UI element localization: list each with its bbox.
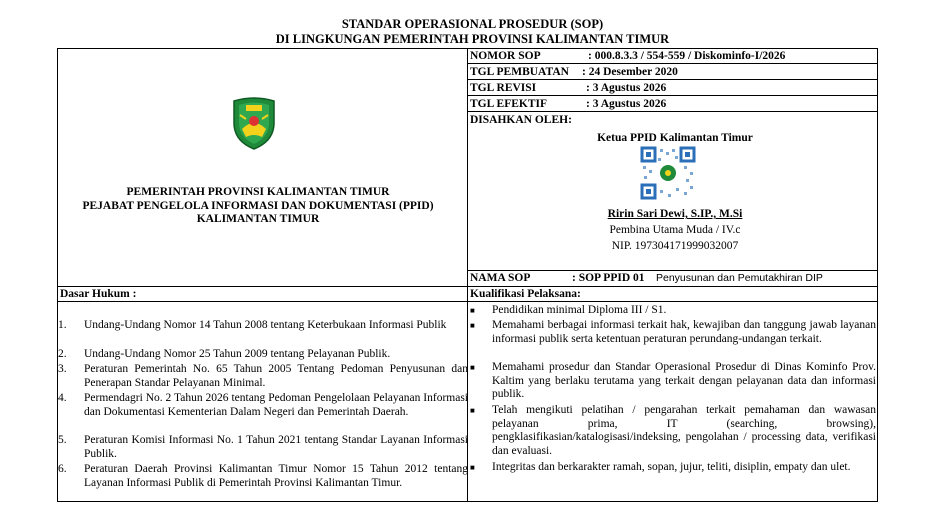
nama-sop-value: : SOP PPID 01 xyxy=(572,272,645,284)
bullet-icon: ■ xyxy=(470,306,475,315)
list-text: Permendagri No. 2 Tahun 2026 tentang Pedoman Pengelolaan Pelayanan Informasi dan Dokumentasi Kementerian Dalam Negeri dan Pemerintah Daerah. xyxy=(84,392,468,418)
list-item xyxy=(470,304,876,318)
bullet-icon: ■ xyxy=(470,363,475,372)
document-subtitle: DI LINGKUNGAN PEMERINTAH PROVINSI KALIMANTAN TIMUR xyxy=(275,32,670,46)
revisi-label: TGL REVISI xyxy=(470,82,537,94)
list-text: Integritas dan berkarakter ramah, sopan, jujur, teliti, disiplin, empaty dan ulet. xyxy=(492,461,851,473)
list-item xyxy=(58,434,468,462)
list-text: Pendidikan minimal Diploma III / S1. xyxy=(492,304,667,316)
list-item xyxy=(470,319,876,361)
list-text: Undang-Undang Nomor 14 Tahun 2008 tentang Keterbukaan Informasi Publik xyxy=(84,319,447,331)
efektif-label: TGL EFEKTIF xyxy=(470,98,548,110)
list-number: 6. xyxy=(58,463,67,475)
bullet-icon: ■ xyxy=(470,321,475,330)
nomor-value: : 000.8.3.3 / 554-559 / Diskominfo-I/2026 xyxy=(588,50,786,62)
nomor-label: NOMOR SOP xyxy=(470,50,541,62)
list-text: Peraturan Daerah Provinsi Kalimantan Timur Nomor 15 Tahun 2012 tentang Layanan Informasi Publik di Pemerintah Provinsi Kalimantan Timur. xyxy=(84,463,468,489)
list-item xyxy=(58,363,468,391)
list-item xyxy=(58,392,468,434)
list-number: 5. xyxy=(58,434,67,446)
list-text: Peraturan Komisi Informasi No. 1 Tahun 2021 tentang Standar Layanan Informasi Publik. xyxy=(84,434,468,460)
list-text: Memahami berbagai informasi terkait hak, kewajiban dan tanggung jawab layanan informasi publik serta ketentuan peraturan perundang-undangan terkait. xyxy=(492,319,876,345)
signer-rank: Pembina Utama Muda / IV.c xyxy=(609,224,741,236)
document-title: STANDAR OPERASIONAL PROSEDUR (SOP) xyxy=(341,17,604,31)
bullet-icon: ■ xyxy=(470,463,475,472)
kaltim-emblem-icon xyxy=(230,95,278,151)
list-text: Telah mengikuti pelatihan / pengarahan terkait pemahaman dan wawasan pelayanan prima, IT (searching, browsing), pengklasifikasian/katalogisasi/indeksing, pengolahan / processing data, verifikasi dan evaluasi. xyxy=(492,404,876,457)
list-number: 1. xyxy=(58,319,67,331)
institution-line: PEMERINTAH PROVINSI KALIMANTAN TIMUR xyxy=(126,186,390,198)
list-item xyxy=(470,461,876,475)
nama-sop-label: NAMA SOP xyxy=(470,272,531,284)
revisi-value: : 3 Agustus 2026 xyxy=(586,82,667,94)
kualifikasi-heading: Kualifikasi Pelaksana: xyxy=(470,288,581,300)
nama-sop-desc: Penyusunan dan Pemutakhiran DIP xyxy=(656,272,823,284)
row-line xyxy=(467,270,878,271)
pembuatan-value: : 24 Desember 2020 xyxy=(582,66,678,78)
institution-line: PEJABAT PENGELOLA INFORMASI DAN DOKUMENTASI (PPID) xyxy=(82,199,434,212)
list-number: 3. xyxy=(58,363,67,375)
dasar-hukum-heading: Dasar Hukum : xyxy=(60,288,137,300)
list-text: Undang-Undang Nomor 25 Tahun 2009 tentang Pelayanan Publik. xyxy=(84,348,391,360)
signer-nip: NIP. 197304171999032007 xyxy=(611,240,739,252)
bullet-icon: ■ xyxy=(470,406,475,415)
list-item xyxy=(58,463,468,491)
list-item xyxy=(470,404,876,460)
list-item xyxy=(58,348,468,362)
institution-line: KALIMANTAN TIMUR xyxy=(196,213,320,225)
list-number: 4. xyxy=(58,392,67,404)
signer-name: Ririn Sari Dewi, S.IP., M.Si xyxy=(607,208,743,220)
signer-title: Ketua PPID Kalimantan Timur xyxy=(597,132,753,144)
list-text: Peraturan Pemerintah No. 65 Tahun 2005 Tentang Pedoman Penyusunan dan Penerapan Standar Pelayanan Minimal. xyxy=(84,363,468,389)
list-item xyxy=(470,361,876,403)
list-number: 2. xyxy=(58,348,67,360)
efektif-value: : 3 Agustus 2026 xyxy=(586,98,667,110)
row-line xyxy=(57,301,878,302)
pembuatan-label: TGL PEMBUATAN xyxy=(470,66,569,78)
institution-name xyxy=(58,186,458,227)
qr-code-icon xyxy=(640,146,696,200)
list-text: Memahami prosedur dan Standar Operasional Prosedur di Dinas Kominfo Prov. Kaltim yang berlaku terutama yang terkait dengan pelayanan data dan informasi publik. xyxy=(492,361,876,400)
list-item xyxy=(58,319,468,347)
disahkan-label: DISAHKAN OLEH: xyxy=(470,114,572,126)
